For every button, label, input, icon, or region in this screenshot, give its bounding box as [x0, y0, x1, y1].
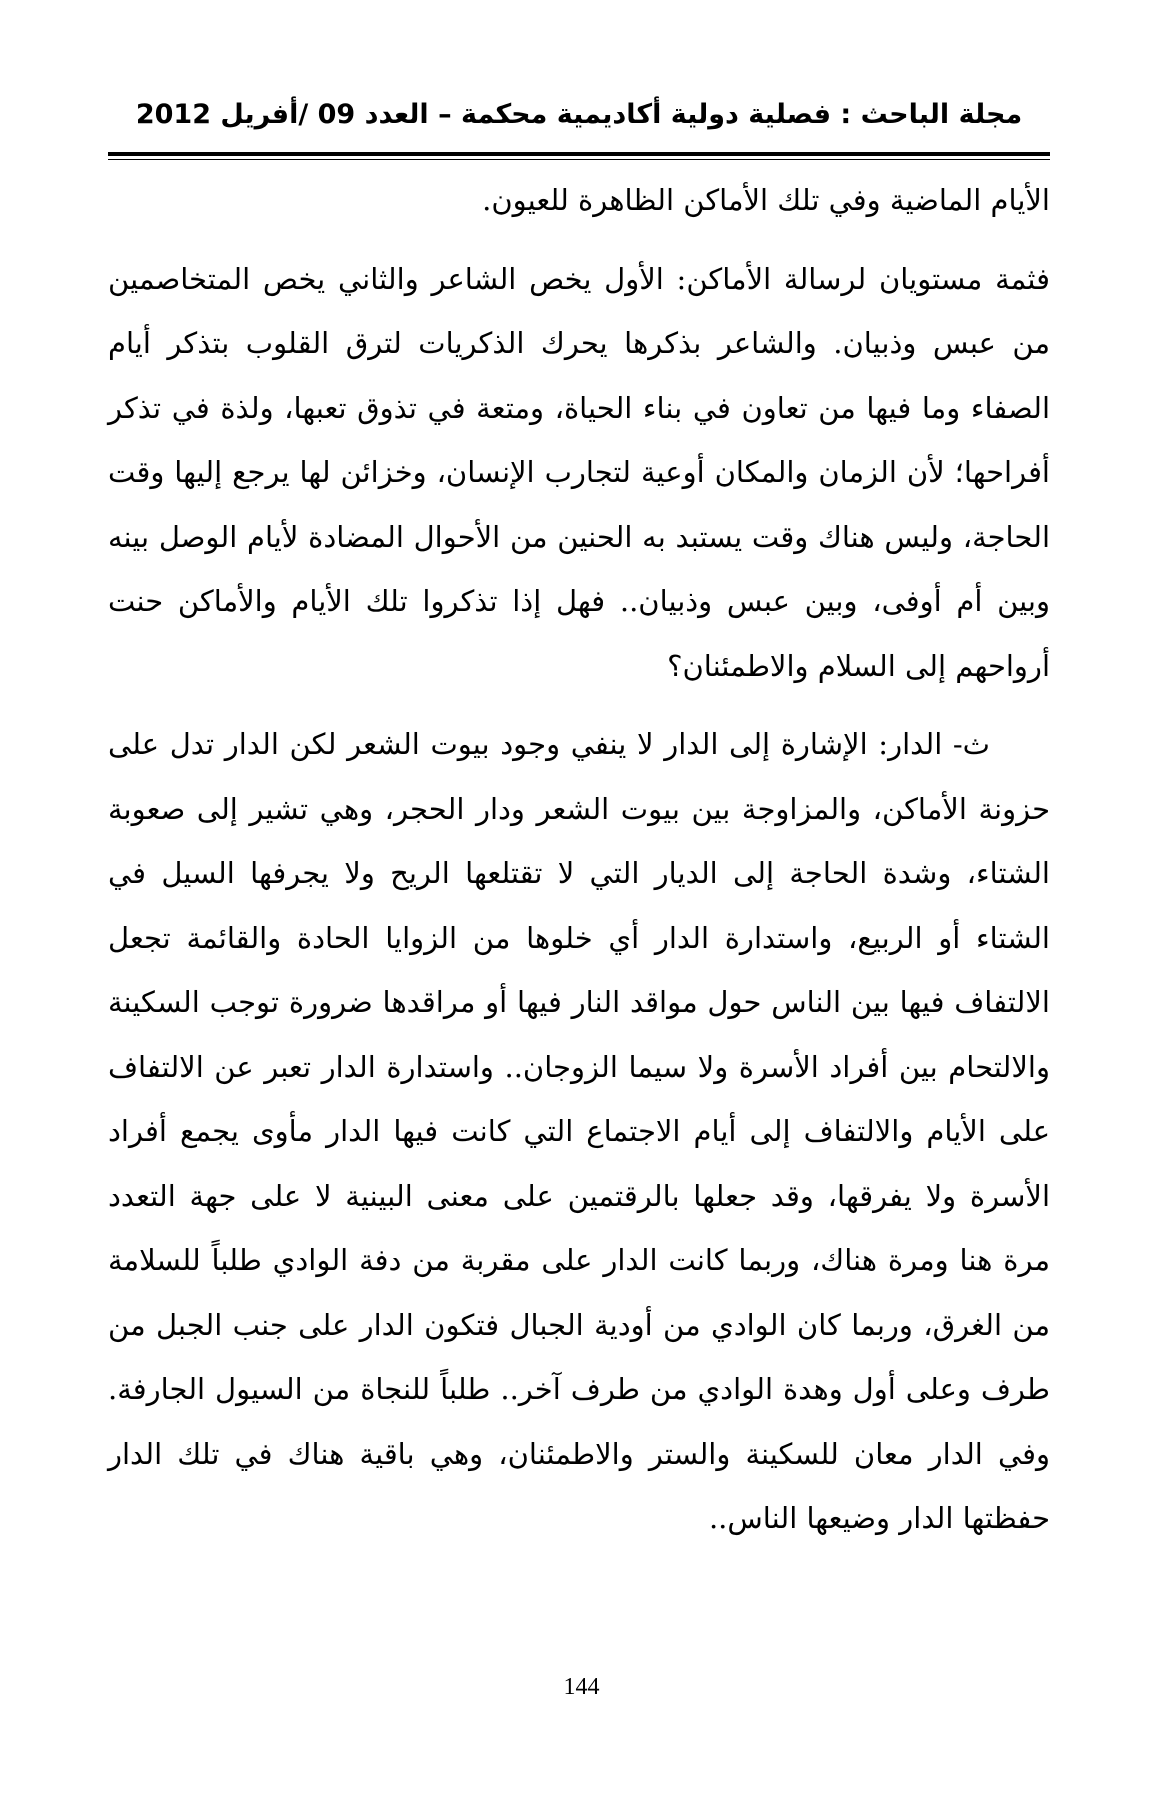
paragraph-the-house: ث- الدار: الإشارة إلى الدار لا ينفي وجود بيوت الشعر لكن الدار تدل على حزونة الأماكن، والمزاوجة بين بيوت الشعر ودار الحجر، وهي تشير إلى صعوبة الشتاء، وشدة الحاجة إلى الديار التي لا تقتلعها الريح ولا يجرفها السيل في الشتاء أو الربيع، واستدارة الدار أي خلوها من الزوايا الحادة والقائمة تجعل الالتفاف فيها بين الناس حول مواقد النار فيها أو مراقدها ضرورة توجب السكينة والالتحام بين أفراد الأسرة ولا سيما الزوجان.. واستدارة الدار تعبر عن الالتفاف على الأيام والالتفاف إلى أيام الاجتماع التي كانت فيها الدار مأوى يجمع أفراد الأسرة ولا يفرقها، وقد جعلها بالرقتمين على معنى البينية لا على جهة التعدد مرة هنا ومرة هناك، وربما كانت الدار على مقربة من دفة الوادي طلباً للسلامة من الغرق، وربما كان الوادي من أودية الجبال فتكون الدار على جنب الجبل من طرف وعلى أول وهدة الوادي من طرف آخر.. طلباً للنجاة من السيول الجارفة. وفي الدار معان للسكينة والستر والاطمئنان، وهي باقية هناك في تلك الدار حفظتها الدار وضيعها الناس.. [108, 727, 1050, 1535]
header-rule-thin [108, 159, 1050, 160]
paragraph-continuation: الأيام الماضية وفي تلك الأماكن الظاهرة للعيون. [482, 183, 1050, 217]
page-number: 144 [563, 1674, 600, 1700]
paragraph-places-message: فثمة مستويان لرسالة الأماكن: الأول يخص الشاعر والثاني يخص المتخاصمين من عبس وذبيان. والشاعر بذكرها يحرك الذكريات لترق القلوب بتذكر أيام الصفاء وما فيها من تعاون في بناء الحياة، ومتعة في تذوق تعبها، ولذة في تذكر أفراحها؛ لأن الزمان والمكان أوعية لتجارب الإنسان، وخزائن لها يرجع إليها وقت الحاجة، وليس هناك وقت يستبد به الحنين من الأحوال المضادة لأيام الوصل بينه وبين أم أوفى، وبين عبس وذبيان.. فهل إذا تذكروا تلك الأيام والأماكن حنت أرواحهم إلى السلام والاطمئنان؟ [108, 261, 1051, 683]
journal-header: مجلة الباحث : فصلية دولية أكاديمية محكمة – العدد 09 /أفريل 2012 [135, 99, 1023, 130]
header-rule-thick [108, 152, 1050, 156]
article-body [108, 168, 1050, 1565]
